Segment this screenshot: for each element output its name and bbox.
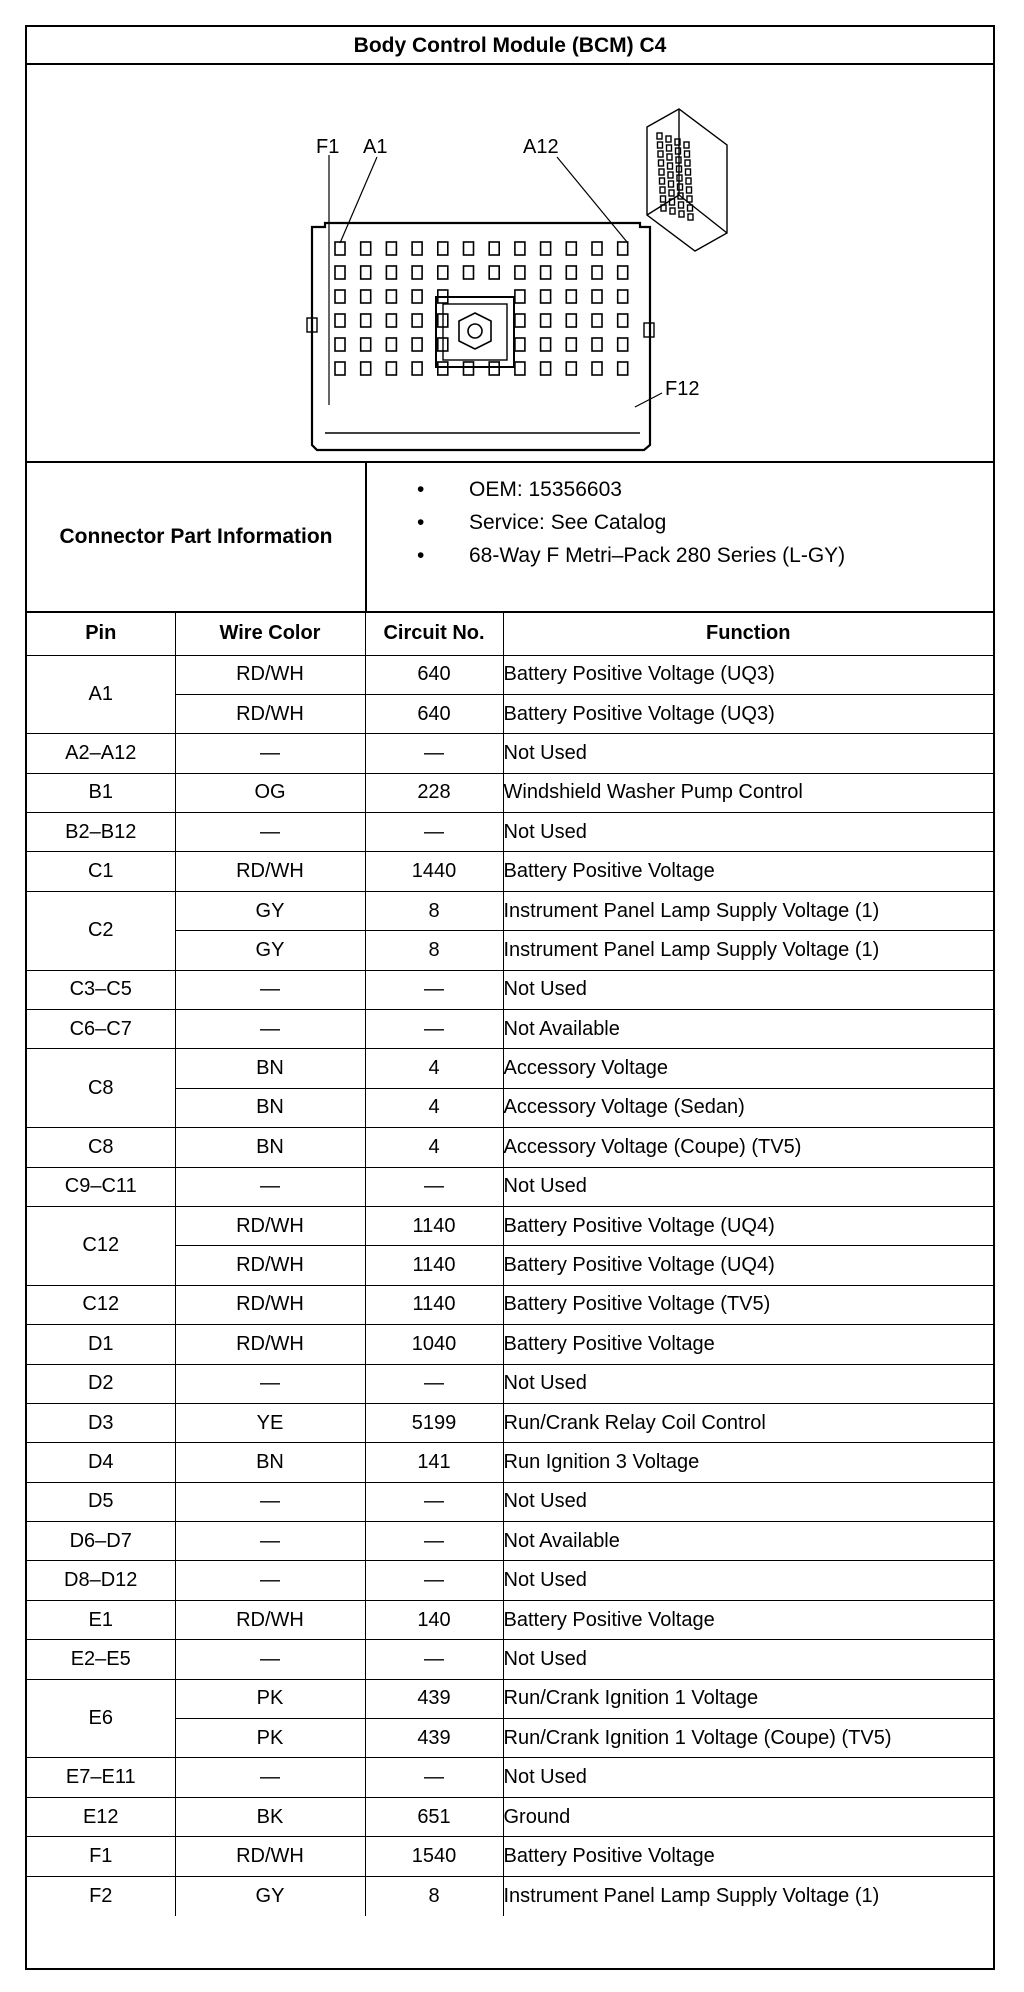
cell-wire-color: — [175, 1758, 365, 1797]
cavity [386, 314, 396, 327]
cavity [592, 290, 602, 303]
cell-function: Not Used [503, 813, 993, 852]
cell-wire-color: RD/WH [175, 1325, 365, 1364]
pinout-table-body [27, 655, 993, 1916]
cavity [361, 362, 371, 375]
cell-function: Battery Positive Voltage (UQ4) [503, 1246, 993, 1285]
cavity [489, 362, 499, 375]
mini-cavity [676, 148, 681, 154]
cell-function: Battery Positive Voltage (TV5) [503, 1285, 993, 1324]
connector-face-view-icon [27, 65, 993, 461]
table-row [27, 1206, 993, 1245]
cell-pin: D3 [27, 1403, 175, 1442]
cell-circuit-no: 4 [365, 1128, 503, 1167]
table-row [27, 734, 993, 773]
cell-circuit-no: — [365, 970, 503, 1009]
mini-cavity [658, 151, 663, 157]
table-row [27, 1364, 993, 1403]
table-row [27, 1600, 993, 1639]
cavity [618, 314, 628, 327]
cell-wire-color: RD/WH [175, 1837, 365, 1876]
mini-cavity [686, 178, 691, 184]
table-row [27, 1758, 993, 1797]
cell-circuit-no: 8 [365, 1876, 503, 1915]
cavity [566, 266, 576, 279]
cell-circuit-no: 8 [365, 891, 503, 930]
cell-wire-color: — [175, 1167, 365, 1206]
cavity [386, 362, 396, 375]
cell-function: Not Used [503, 1364, 993, 1403]
cell-circuit-no: 439 [365, 1679, 503, 1718]
cell-wire-color: BK [175, 1797, 365, 1836]
cavity [438, 266, 448, 279]
cell-wire-color: RD/WH [175, 655, 365, 694]
label-f12: F12 [665, 378, 700, 400]
cell-function: Run/Crank Relay Coil Control [503, 1403, 993, 1442]
cell-circuit-no: 1140 [365, 1246, 503, 1285]
cavity [618, 362, 628, 375]
cavity [412, 290, 422, 303]
cell-circuit-no: 1440 [365, 852, 503, 891]
page-title: Body Control Module (BCM) C4 [27, 27, 993, 65]
cell-circuit-no: 640 [365, 694, 503, 733]
cell-circuit-no: 140 [365, 1600, 503, 1639]
cavity [386, 290, 396, 303]
table-row [27, 1010, 993, 1049]
cell-function: Battery Positive Voltage [503, 1325, 993, 1364]
header-function: Function [503, 613, 993, 655]
mini-cavity [688, 214, 693, 220]
cell-wire-color: — [175, 813, 365, 852]
cell-pin: F1 [27, 1837, 175, 1876]
cell-wire-color: — [175, 1482, 365, 1521]
table-row [27, 1167, 993, 1206]
cell-circuit-no: 5199 [365, 1403, 503, 1442]
mini-cavity [660, 187, 665, 193]
cell-wire-color: — [175, 1010, 365, 1049]
cell-pin: A1 [27, 655, 175, 734]
cell-circuit-no: 4 [365, 1088, 503, 1127]
cavity [464, 362, 474, 375]
table-row [27, 1285, 993, 1324]
cavity [361, 242, 371, 255]
cell-circuit-no: — [365, 1010, 503, 1049]
table-row [27, 655, 993, 694]
cell-circuit-no: 1040 [365, 1325, 503, 1364]
cell-wire-color: RD/WH [175, 694, 365, 733]
cavity [515, 362, 525, 375]
mini-cavity [661, 196, 666, 202]
table-row [27, 970, 993, 1009]
cell-function: Not Available [503, 1010, 993, 1049]
cell-wire-color: RD/WH [175, 1246, 365, 1285]
cell-wire-color: — [175, 1561, 365, 1600]
header-pin: Pin [27, 613, 175, 655]
cell-circuit-no: 1540 [365, 1837, 503, 1876]
cell-function: Battery Positive Voltage (UQ3) [503, 694, 993, 733]
cell-function: Windshield Washer Pump Control [503, 773, 993, 812]
cavity [592, 242, 602, 255]
cell-pin: C12 [27, 1285, 175, 1324]
connector-part-information [27, 463, 993, 613]
cell-wire-color: PK [175, 1679, 365, 1718]
mini-cavity [684, 142, 689, 148]
mini-cavity [685, 160, 690, 166]
cell-circuit-no: — [365, 1167, 503, 1206]
header-wire-color: Wire Color [175, 613, 365, 655]
cell-circuit-no: — [365, 1561, 503, 1600]
cell-circuit-no: — [365, 1758, 503, 1797]
cell-function: Not Used [503, 1167, 993, 1206]
cell-pin: D8–D12 [27, 1561, 175, 1600]
mini-cavity [669, 181, 674, 187]
header-circuit-no: Circuit No. [365, 613, 503, 655]
cavity [618, 242, 628, 255]
cell-function: Instrument Panel Lamp Supply Voltage (1) [503, 1876, 993, 1915]
cell-pin: D6–D7 [27, 1522, 175, 1561]
cavity [412, 338, 422, 351]
cell-pin: C3–C5 [27, 970, 175, 1009]
mini-cavity [660, 178, 665, 184]
table-row [27, 1049, 993, 1088]
cell-circuit-no: 1140 [365, 1285, 503, 1324]
cavity [335, 290, 345, 303]
cell-function: Not Used [503, 1561, 993, 1600]
table-row [27, 1325, 993, 1364]
connector-info-list [417, 473, 993, 572]
cavity [541, 290, 551, 303]
table-row [27, 1128, 993, 1167]
cavity [515, 338, 525, 351]
cell-wire-color: GY [175, 891, 365, 930]
cell-function: Not Available [503, 1522, 993, 1561]
table-row [27, 813, 993, 852]
cell-function: Instrument Panel Lamp Supply Voltage (1) [503, 931, 993, 970]
cavity [464, 242, 474, 255]
cell-circuit-no: — [365, 1482, 503, 1521]
mini-cavity [659, 169, 664, 175]
connector-info-item: • OEM: 15356603 [417, 473, 993, 506]
cell-pin: F2 [27, 1876, 175, 1915]
bcm-connector-sheet [25, 25, 995, 1970]
table-row [27, 1876, 993, 1915]
cell-function: Run/Crank Ignition 1 Voltage (Coupe) (TV5) [503, 1719, 993, 1758]
table-row [27, 1679, 993, 1718]
cavity [541, 266, 551, 279]
table-row [27, 1443, 993, 1482]
cell-circuit-no: 8 [365, 931, 503, 970]
mini-cavity [669, 190, 674, 196]
cell-circuit-no: 1140 [365, 1206, 503, 1245]
mini-cavity [686, 169, 691, 175]
cell-circuit-no: 228 [365, 773, 503, 812]
cell-wire-color: PK [175, 1719, 365, 1758]
cavity [438, 362, 448, 375]
cell-circuit-no: 640 [365, 655, 503, 694]
connector-diagram [27, 65, 993, 463]
cavity [566, 338, 576, 351]
cell-function: Accessory Voltage (Coupe) (TV5) [503, 1128, 993, 1167]
table-row [27, 1640, 993, 1679]
cell-circuit-no: — [365, 1640, 503, 1679]
cavity [489, 266, 499, 279]
connector-info-item: • 68-Way F Metri–Pack 280 Series (L-GY) [417, 539, 993, 572]
cavity [412, 314, 422, 327]
cell-pin: D1 [27, 1325, 175, 1364]
cavity [618, 290, 628, 303]
cavity [618, 266, 628, 279]
mini-cavity [685, 151, 690, 157]
cell-wire-color: RD/WH [175, 1285, 365, 1324]
mini-cavity [668, 163, 673, 169]
mini-cavity [668, 172, 673, 178]
cavity [592, 266, 602, 279]
cell-wire-color: BN [175, 1088, 365, 1127]
cell-wire-color: — [175, 1640, 365, 1679]
cavity [361, 314, 371, 327]
cavity [361, 338, 371, 351]
cell-wire-color: GY [175, 931, 365, 970]
cell-circuit-no: 141 [365, 1443, 503, 1482]
cell-circuit-no: 4 [365, 1049, 503, 1088]
cell-wire-color: — [175, 1364, 365, 1403]
cavity [515, 290, 525, 303]
cell-circuit-no: — [365, 1522, 503, 1561]
cavity [438, 242, 448, 255]
cell-function: Battery Positive Voltage [503, 1837, 993, 1876]
cavity [386, 338, 396, 351]
cell-pin: B1 [27, 773, 175, 812]
cavity [412, 362, 422, 375]
cavity [335, 362, 345, 375]
cell-circuit-no: 439 [365, 1719, 503, 1758]
cavity [335, 338, 345, 351]
cell-function: Battery Positive Voltage (UQ4) [503, 1206, 993, 1245]
table-row [27, 891, 993, 930]
pinout-table [27, 613, 993, 1916]
cell-wire-color: OG [175, 773, 365, 812]
cavity [566, 290, 576, 303]
table-row [27, 1797, 993, 1836]
cell-function: Instrument Panel Lamp Supply Voltage (1) [503, 891, 993, 930]
mini-cavity [670, 208, 675, 214]
table-row [27, 852, 993, 891]
cavity [592, 314, 602, 327]
cavity [566, 362, 576, 375]
cell-wire-color: RD/WH [175, 1206, 365, 1245]
cell-pin: E2–E5 [27, 1640, 175, 1679]
cell-circuit-no: — [365, 1364, 503, 1403]
cell-pin: E1 [27, 1600, 175, 1639]
cell-wire-color: YE [175, 1403, 365, 1442]
cell-pin: C12 [27, 1206, 175, 1285]
cell-wire-color: RD/WH [175, 1600, 365, 1639]
cell-circuit-no: — [365, 813, 503, 852]
cell-pin: D2 [27, 1364, 175, 1403]
cavity [541, 314, 551, 327]
cell-function: Not Used [503, 970, 993, 1009]
cell-circuit-no: 651 [365, 1797, 503, 1836]
cell-pin: B2–B12 [27, 813, 175, 852]
cell-wire-color: — [175, 970, 365, 1009]
cell-wire-color: GY [175, 1876, 365, 1915]
cavity [489, 242, 499, 255]
cell-function: Accessory Voltage (Sedan) [503, 1088, 993, 1127]
cavity [386, 266, 396, 279]
label-f1: F1 [316, 136, 340, 158]
cavity [541, 362, 551, 375]
cell-pin: C8 [27, 1128, 175, 1167]
cavity [412, 266, 422, 279]
mini-cavity [658, 142, 663, 148]
cavity [515, 266, 525, 279]
cell-wire-color: BN [175, 1443, 365, 1482]
table-row [27, 1522, 993, 1561]
cell-pin: D5 [27, 1482, 175, 1521]
cell-function: Run Ignition 3 Voltage [503, 1443, 993, 1482]
cell-wire-color: BN [175, 1128, 365, 1167]
cavity [541, 338, 551, 351]
table-row [27, 773, 993, 812]
cavity [464, 266, 474, 279]
cavity [515, 314, 525, 327]
cell-wire-color: BN [175, 1049, 365, 1088]
cavity [566, 314, 576, 327]
mini-cavity [666, 136, 671, 142]
cell-pin: C1 [27, 852, 175, 891]
mini-cavity [679, 202, 684, 208]
cavity [386, 242, 396, 255]
cell-pin: C9–C11 [27, 1167, 175, 1206]
cavity [592, 338, 602, 351]
cavity [592, 362, 602, 375]
connector-info-item: • Service: See Catalog [417, 506, 993, 539]
cell-pin: C6–C7 [27, 1010, 175, 1049]
cell-pin: E12 [27, 1797, 175, 1836]
label-a12: A12 [523, 136, 559, 158]
cavity [618, 338, 628, 351]
table-row [27, 1837, 993, 1876]
cell-circuit-no: — [365, 734, 503, 773]
table-row [27, 1482, 993, 1521]
table-row [27, 1561, 993, 1600]
table-row [27, 1403, 993, 1442]
cell-pin: E6 [27, 1679, 175, 1758]
mini-cavity [687, 187, 692, 193]
cavity [335, 314, 345, 327]
cavity [541, 242, 551, 255]
cell-function: Ground [503, 1797, 993, 1836]
cell-wire-color: — [175, 734, 365, 773]
connector-info-label: Connector Part Information [27, 463, 367, 611]
mini-cavity [657, 133, 662, 139]
cavity [361, 290, 371, 303]
cell-function: Battery Positive Voltage [503, 852, 993, 891]
cell-function: Battery Positive Voltage (UQ3) [503, 655, 993, 694]
cell-pin: C8 [27, 1049, 175, 1128]
cell-function: Not Used [503, 1758, 993, 1797]
mini-cavity [667, 145, 672, 151]
cell-wire-color: RD/WH [175, 852, 365, 891]
cavity [412, 242, 422, 255]
label-a1: A1 [363, 136, 388, 158]
cell-pin: C2 [27, 891, 175, 970]
cell-function: Not Used [503, 734, 993, 773]
cavity [335, 242, 345, 255]
cell-pin: A2–A12 [27, 734, 175, 773]
table-header-row [27, 613, 993, 655]
cavity [335, 266, 345, 279]
cell-function: Not Used [503, 1640, 993, 1679]
mini-cavity [659, 160, 664, 166]
cell-pin: D4 [27, 1443, 175, 1482]
mini-cavity [667, 154, 672, 160]
mini-cavity [679, 211, 684, 217]
cell-pin: E7–E11 [27, 1758, 175, 1797]
mini-cavity [678, 184, 683, 190]
cavity [361, 266, 371, 279]
cavity [566, 242, 576, 255]
cell-function: Battery Positive Voltage [503, 1600, 993, 1639]
cell-function: Run/Crank Ignition 1 Voltage [503, 1679, 993, 1718]
cell-wire-color: — [175, 1522, 365, 1561]
cell-function: Accessory Voltage [503, 1049, 993, 1088]
cell-function: Not Used [503, 1482, 993, 1521]
cavity [515, 242, 525, 255]
